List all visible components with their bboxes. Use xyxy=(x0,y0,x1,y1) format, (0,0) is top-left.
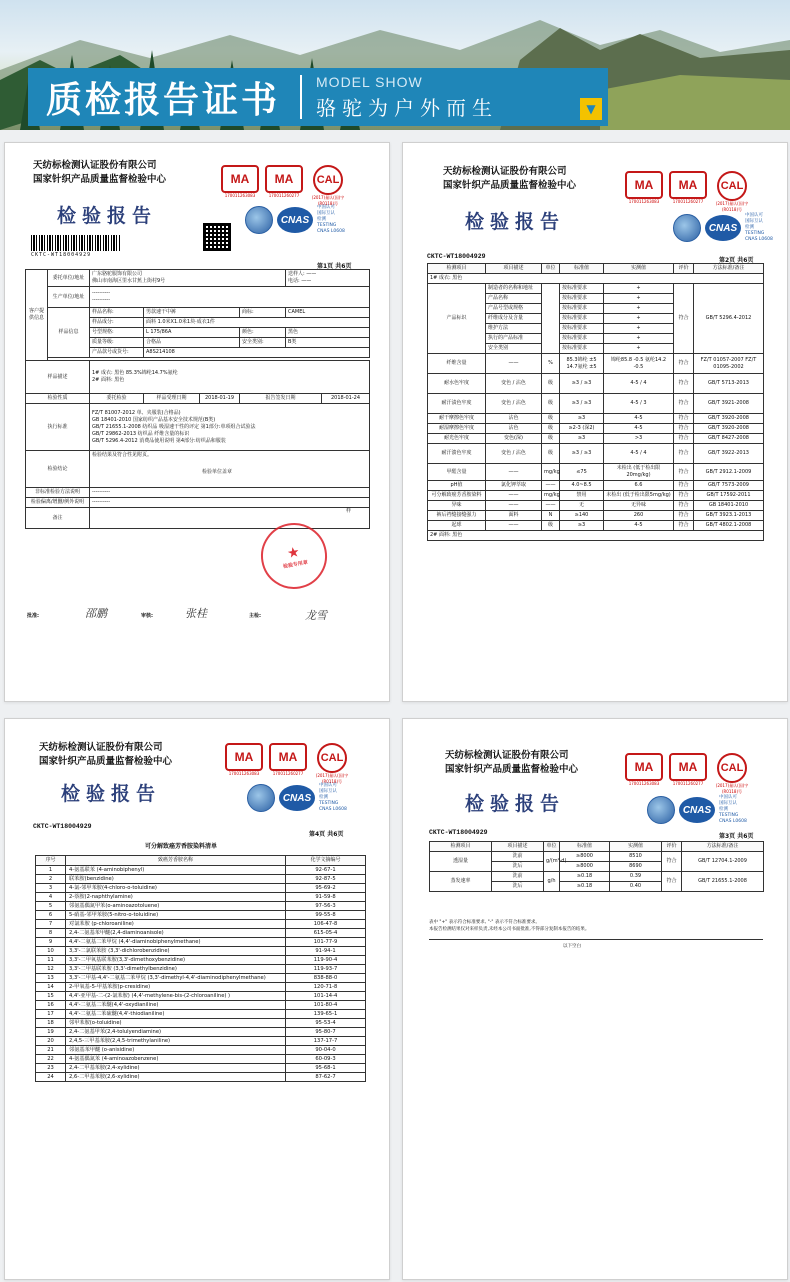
center-name: 国家针织产品质量监督检验中心 xyxy=(39,756,173,767)
table-row: 6 5-硝基-邻甲苯胺(5-nitro-o-toluidine) 99-55-8 xyxy=(36,911,366,920)
center-name: 国家针织产品质量监督检验中心 xyxy=(445,764,579,775)
inspection-stamp: ★ 检验专用章 xyxy=(256,518,332,594)
table-row: 22 4-氨基偶氮苯 (4-aminoazobenzene) 60-09-3 xyxy=(36,1055,366,1064)
company-name: 天纺标检测认证股份有限公司 xyxy=(443,166,567,177)
arrow-down-icon: ▼ xyxy=(580,98,602,120)
cma-logo: MA 170011260277 xyxy=(669,171,707,213)
company-name: 天纺标检测认证股份有限公司 xyxy=(445,750,569,761)
approver-signature: 邵鹏 xyxy=(85,607,107,620)
review-label: 审核: xyxy=(141,613,153,619)
report-header xyxy=(39,741,172,769)
table-row: 15 4,4'-亚甲基-二-(2-氯苯胺) (4,4'-methylene-bis-(2-chloroaniline) ) 101-14-4 xyxy=(36,992,366,1001)
cma-logo: MA 170011263083 xyxy=(625,171,663,213)
cal-logo: CAL (2017)量认(国)字(R0118)号 xyxy=(713,171,751,213)
ilac-globe-icon xyxy=(673,214,701,242)
table-subtitle: 可分解致癌芳香胺染料清单 xyxy=(145,843,218,850)
banner-subtitle-zh: 骆驼为户外而生 xyxy=(316,95,499,120)
report-title: 检验报告 xyxy=(57,205,158,227)
moisture-results-table: 检测项目 项目描述 单位 标准值 实测值 评价 方法标准/备注 透湿量 洗前 g/(m²·d) ≥8000 8510 符合 GB/T 12704.1-2009 洗后 ≥8000 8690 蒸发速率 洗前 g/h ≥0.18 0.39 符合 GB/T 21655.1-2008 洗后 ≥0.18 0.40 xyxy=(429,841,764,892)
amine-list-table: 序号 致癌芳香胺名称 化学文摘编号 1 4-氨基联苯 (4-aminobiphenyl) 92-67-1 2 联苯胺(benzidine) 92-87-5 3 4-氯-邻甲苯胺(4-chloro-o-toluidine) 95-69-2 4 2-萘胺(2-naphthylamine) 91-59-8 5 邻氨基偶氮甲苯(o-aminoazotoluene) 97-56-3 6 5-硝基-邻甲苯胺(5-nitro-o-toluidine) 99-55-8 7 对氯苯胺 (p-chloroaniline) 106-47-8 8 2,4-二氨基苯甲醚(2,4-diaminoanisole) 615-05-4 9 4,4'-二氨基二苯甲烷 (4,4'-diaminobiphenylmethane) 101-77-9 10 3,3'-二氯联苯胺 (3,3'-dichlorobenzidine) 91-94-1 11 3,3'-二甲氧基联苯胺(3,3'-dimethoxybenzidine) 119-90-4 12 3,3'-二甲基联苯胺 (3,3'-dimethylbenzidine) 119-93-7 13 3,3'-二甲基-4,4'-二氨基二苯甲烷 (3,3'-dimethyl-4,4'-diaminodiphenylmethane) 838-88-0 14 2-甲氧基-5-甲基苯胺(p-cresidine) 120-71-8 15 4,4'-亚甲基-二-(2-氯苯胺) (4,4'-methylene-bis-(2-chloroaniline) ) 101-14-4 16 4,4'-二氨基二苯醚(4,4'-oxydianiline) 101-80-4 17 4,4'-二氨基二苯硫醚(4,4'-thiodianiline) 139-65-1 18 邻甲苯胺(o-toluidine) 95-53-4 19 2,4-二氨基甲苯(2,4-tolulyendiamine) 95-80-7 20 2,4,5-三甲基苯胺(2,4,5-trimethylaniline) 137-17-7 21 邻氨基苯甲醚 (o-anisidine) 90-04-0 22 4-氨基偶氮苯 (4-aminoazobenzene) 60-09-3 23 2,4-二甲基苯胺(2,4-xylidine) 95-68-1 24 2,6-二甲基苯胺(2,6-xylidine) 87-62-7 xyxy=(35,855,366,1082)
cnas-logo: CNAS 中国认可 国际互认 检测 TESTING CNAS L0608 xyxy=(673,213,773,243)
table-row: 2 联苯胺(benzidine) 92-87-5 xyxy=(36,875,366,884)
report-page-4 xyxy=(4,718,390,1280)
cma-logo: MA 170011260277 xyxy=(669,753,707,795)
report-info-table: 客户提供信息 委托单位/地址 广东骆驼服饰有限公司 佛山市南海区里水甘蕉上街村9号 送样人: —— 电话: —— 生产单位/地址 ---------- ---------- 样品信息 样品名称: 男款速干中裤 商标: CAMEL 样品成分: 面料 1.0米X1.0米1块·成衣1件 号型规格: L 175/86A 颜色: 黑色 质量等级: 合格品 安全类别: B类 产品款号或货号: A8S214108 样品描述 1# 成衣: 黑色 85.3%锦纶14.7%氨纶 2# 面料: 黑色 检验性质 委托检验 样品受理日期 2018-01-19 报告签发日期 2018-01-24 执行标准 FZ/T 81007-2012 单、夹服装(合格品) GB 18401-2010 国家纺织产品基本安全技术规范(B类) GB/T 21655.1-2008 纺织品 吸湿速干性的评定 第1部分:单项组合试验法 GB/T 29862-2013 纺织品 纤维含量的标识 GB/T 5296.4-2012 消费品使用说明 第4部分:纺织品和服装 检验结论 检验结果及符合性见附页。 检验单位盖章 非标准检验方法说明 ---------- 检验偏离/增删/例外说明 ---------- 备注 样 xyxy=(25,269,370,529)
report-page-2 xyxy=(402,142,788,702)
report-code: CKTC-WT18004929 xyxy=(427,253,486,260)
cal-logo: CAL (2017)量认(国)字(R0118)号 xyxy=(309,165,347,207)
cma-logo: MA 170011263083 xyxy=(625,753,663,795)
cnas-logo: CNAS 中国认可 国际互认 检测 TESTING CNAS L0608 xyxy=(245,205,345,235)
certification-logos xyxy=(225,743,351,785)
report-header xyxy=(443,165,576,193)
cma-logo: MA 170011260277 xyxy=(269,743,307,785)
barcode-text: CKTC-WT18004929 xyxy=(31,252,92,258)
cnas-logo: CNAS 中国认可 国际互认 检测 TESTING CNAS L0608 xyxy=(647,795,747,825)
table-row: 14 2-甲氧基-5-甲基苯胺(p-cresidine) 120-71-8 xyxy=(36,983,366,992)
table-row: 24 2,6-二甲基苯胺(2,6-xylidine) 87-62-7 xyxy=(36,1073,366,1082)
table-row: 9 4,4'-二氨基二苯甲烷 (4,4'-diaminobiphenylmethane) 101-77-9 xyxy=(36,938,366,947)
main-inspector-label: 主检: xyxy=(249,613,261,619)
certification-logos xyxy=(625,171,751,213)
inspector-signature: 龙雪 xyxy=(305,609,327,622)
test-results-table: 检测项目 项目描述 单位 标准值 实测值 评价 方法标准/备注 1# 成衣: 黑色 产品标识 制造者的名称和地址 按标准要求 + 符合 GB/T 5296.4-2012 产品名称 按标准要求 + 产品号型或规格 按标准要求 + 纤维成分及含量 按标准要求 + 维护方法 按标准要求 + 执行的产品标准 按标准要求 + 安全类别 按标准要求 + 纤维含量 —— % 85.3锦纶 ±5 14.7氨纶 ±5 锦纶85.8 -0.5 氨纶14.2 -0.5 符合 FZ/T 01057-2007 FZ/T 01095-2002 耐水色牢度 变色 / 沾色 级 ≥3 / ≥3 4-5 / 4 符合 GB/T 5713-2013 耐汗渍色牢度 变色 / 沾色 级 ≥3 / ≥3 4-5 / 3 符合 GB/T 3921-2008 耐干摩擦色牢度 沾色 级 ≥3 4-5 符合 GB/T 3920-2008 耐湿摩擦色牢度 沾色 级 ≥2-3 (深2) 4-5 符合 GB/T 3920-2008 耐光色牢度 变色(深) 级 ≥3 >3 符合 GB/T 8427-2008 耐汗溃色牢度 变色 / 沾色 级 ≥3 / ≥3 4-5 / 4 符合 GB/T 3922-2013 甲醛含量 —— mg/kg ≤75 未检出 (低于检出限20mg/kg) 符合 GB/T 2912.1-2009 pH值 氯化钾萃取 —— 4.0~8.5 6.6 符合 GB/T 7573-2009 可分解致癌芳香胺染料 —— mg/kg 禁用 未检出 (低于检出限5mg/kg) 符合 GB/T 17592-2011 异味 —— —— 无 无异味 符合 GB 18401-2010 裤后裆缝接缝强力 面料 N ≥140 260 符合 GB/T 3923.1-2013 起球 —— 级 ≥3 4-5 符合 GB/T 4802.1-2008 2# 面料: 黑色 xyxy=(427,263,764,541)
report-title: 检验报告 xyxy=(61,783,162,805)
report-code: CKTC-WT18004929 xyxy=(429,829,488,836)
table-row: 18 邻甲苯胺(o-toluidine) 95-53-4 xyxy=(36,1019,366,1028)
page-number: 第2页 共6页 xyxy=(719,257,754,264)
barcode xyxy=(31,235,121,251)
table-row: 3 4-氯-邻甲苯胺(4-chloro-o-toluidine) 95-69-2 xyxy=(36,884,366,893)
end-marker: 以下空白 xyxy=(563,944,581,949)
company-name: 天纺标检测认证股份有限公司 xyxy=(33,160,157,171)
qr-code xyxy=(203,223,231,251)
report-header xyxy=(445,749,578,777)
table-row: 12 3,3'-二甲基联苯胺 (3,3'-dimethylbenzidine) 119-93-7 xyxy=(36,965,366,974)
certification-logos xyxy=(625,753,751,795)
report-code: CKTC-WT18004929 xyxy=(33,823,92,830)
certification-logos xyxy=(221,165,347,207)
cma-logo: MA 170011263083 xyxy=(221,165,259,207)
ilac-globe-icon xyxy=(247,784,275,812)
divider xyxy=(429,939,763,940)
report-header xyxy=(33,159,166,187)
center-name: 国家针织产品质量监督检验中心 xyxy=(443,180,577,191)
page-number: 第4页 共6页 xyxy=(309,831,344,838)
table-row: 1 4-氨基联苯 (4-aminobiphenyl) 92-67-1 xyxy=(36,866,366,875)
banner xyxy=(0,0,790,130)
cnas-logo: CNAS 中国认可 国际互认 检测 TESTING CNAS L0608 xyxy=(247,783,347,813)
ilac-globe-icon xyxy=(647,796,675,824)
cma-logo: MA 170011263083 xyxy=(225,743,263,785)
cal-logo: CAL (2017)量认(国)字(R0118)号 xyxy=(313,743,351,785)
table-row: 7 对氯苯胺 (p-chloroaniline) 106-47-8 xyxy=(36,920,366,929)
report-title: 检验报告 xyxy=(465,211,566,233)
table-row: 16 4,4'-二氨基二苯醚(4,4'-oxydianiline) 101-80-4 xyxy=(36,1001,366,1010)
table-row: 19 2,4-二氨基甲苯(2,4-tolulyendiamine) 95-80-7 xyxy=(36,1028,366,1037)
reviewer-signature: 张桂 xyxy=(185,607,207,620)
table-row: 23 2,4-二甲基苯胺(2,4-xylidine) 95-68-1 xyxy=(36,1064,366,1073)
table-row: 8 2,4-二氨基苯甲醚(2,4-diaminoanisole) 615-05-4 xyxy=(36,929,366,938)
approve-label: 批准: xyxy=(27,613,39,619)
page-number: 第1页 共6页 xyxy=(317,263,352,270)
table-row: 5 邻氨基偶氮甲苯(o-aminoazotoluene) 97-56-3 xyxy=(36,902,366,911)
table-row: 10 3,3'-二氯联苯胺 (3,3'-dichlorobenzidine) 91-94-1 xyxy=(36,947,366,956)
report-page-3 xyxy=(402,718,788,1280)
cma-logo: MA 170011260277 xyxy=(265,165,303,207)
table-row: 17 4,4'-二氨基二苯硫醚(4,4'-thiodianiline) 139-65-1 xyxy=(36,1010,366,1019)
report-note: 表中 "+" 表示符合标准要求, "-" 表示不符合标准要求。 本报告检测结果仅对来样负责,未经本公司书面批准,不得部分复制本报告的结果。 xyxy=(429,920,590,932)
page-number: 第3页 共6页 xyxy=(719,833,754,840)
report-title: 检验报告 xyxy=(465,793,566,815)
table-row: 20 2,4,5-三甲基苯胺(2,4,5-trimethylaniline) 137-17-7 xyxy=(36,1037,366,1046)
cal-logo: CAL (2017)量认(国)字(R0118)号 xyxy=(713,753,751,795)
company-name: 天纺标检测认证股份有限公司 xyxy=(39,742,163,753)
title-divider xyxy=(300,75,302,119)
report-page-1 xyxy=(4,142,390,702)
table-row: 21 邻氨基苯甲醚 (o-anisidine) 90-04-0 xyxy=(36,1046,366,1055)
ilac-globe-icon xyxy=(245,206,273,234)
center-name: 国家针织产品质量监督检验中心 xyxy=(33,174,167,185)
banner-subtitle-en: MODEL SHOW xyxy=(316,73,423,90)
table-row: 11 3,3'-二甲氧基联苯胺(3,3'-dimethoxybenzidine) 119-90-4 xyxy=(36,956,366,965)
table-row: 13 3,3'-二甲基-4,4'-二氨基二苯甲烷 (3,3'-dimethyl-4,4'-diaminodiphenylmethane) 838-88-0 xyxy=(36,974,366,983)
banner-title-box xyxy=(28,68,608,126)
side-label: 客户提供信息 xyxy=(26,270,48,361)
banner-title: 质检报告证书 xyxy=(46,79,281,121)
table-row: 4 2-萘胺(2-naphthylamine) 91-59-8 xyxy=(36,893,366,902)
